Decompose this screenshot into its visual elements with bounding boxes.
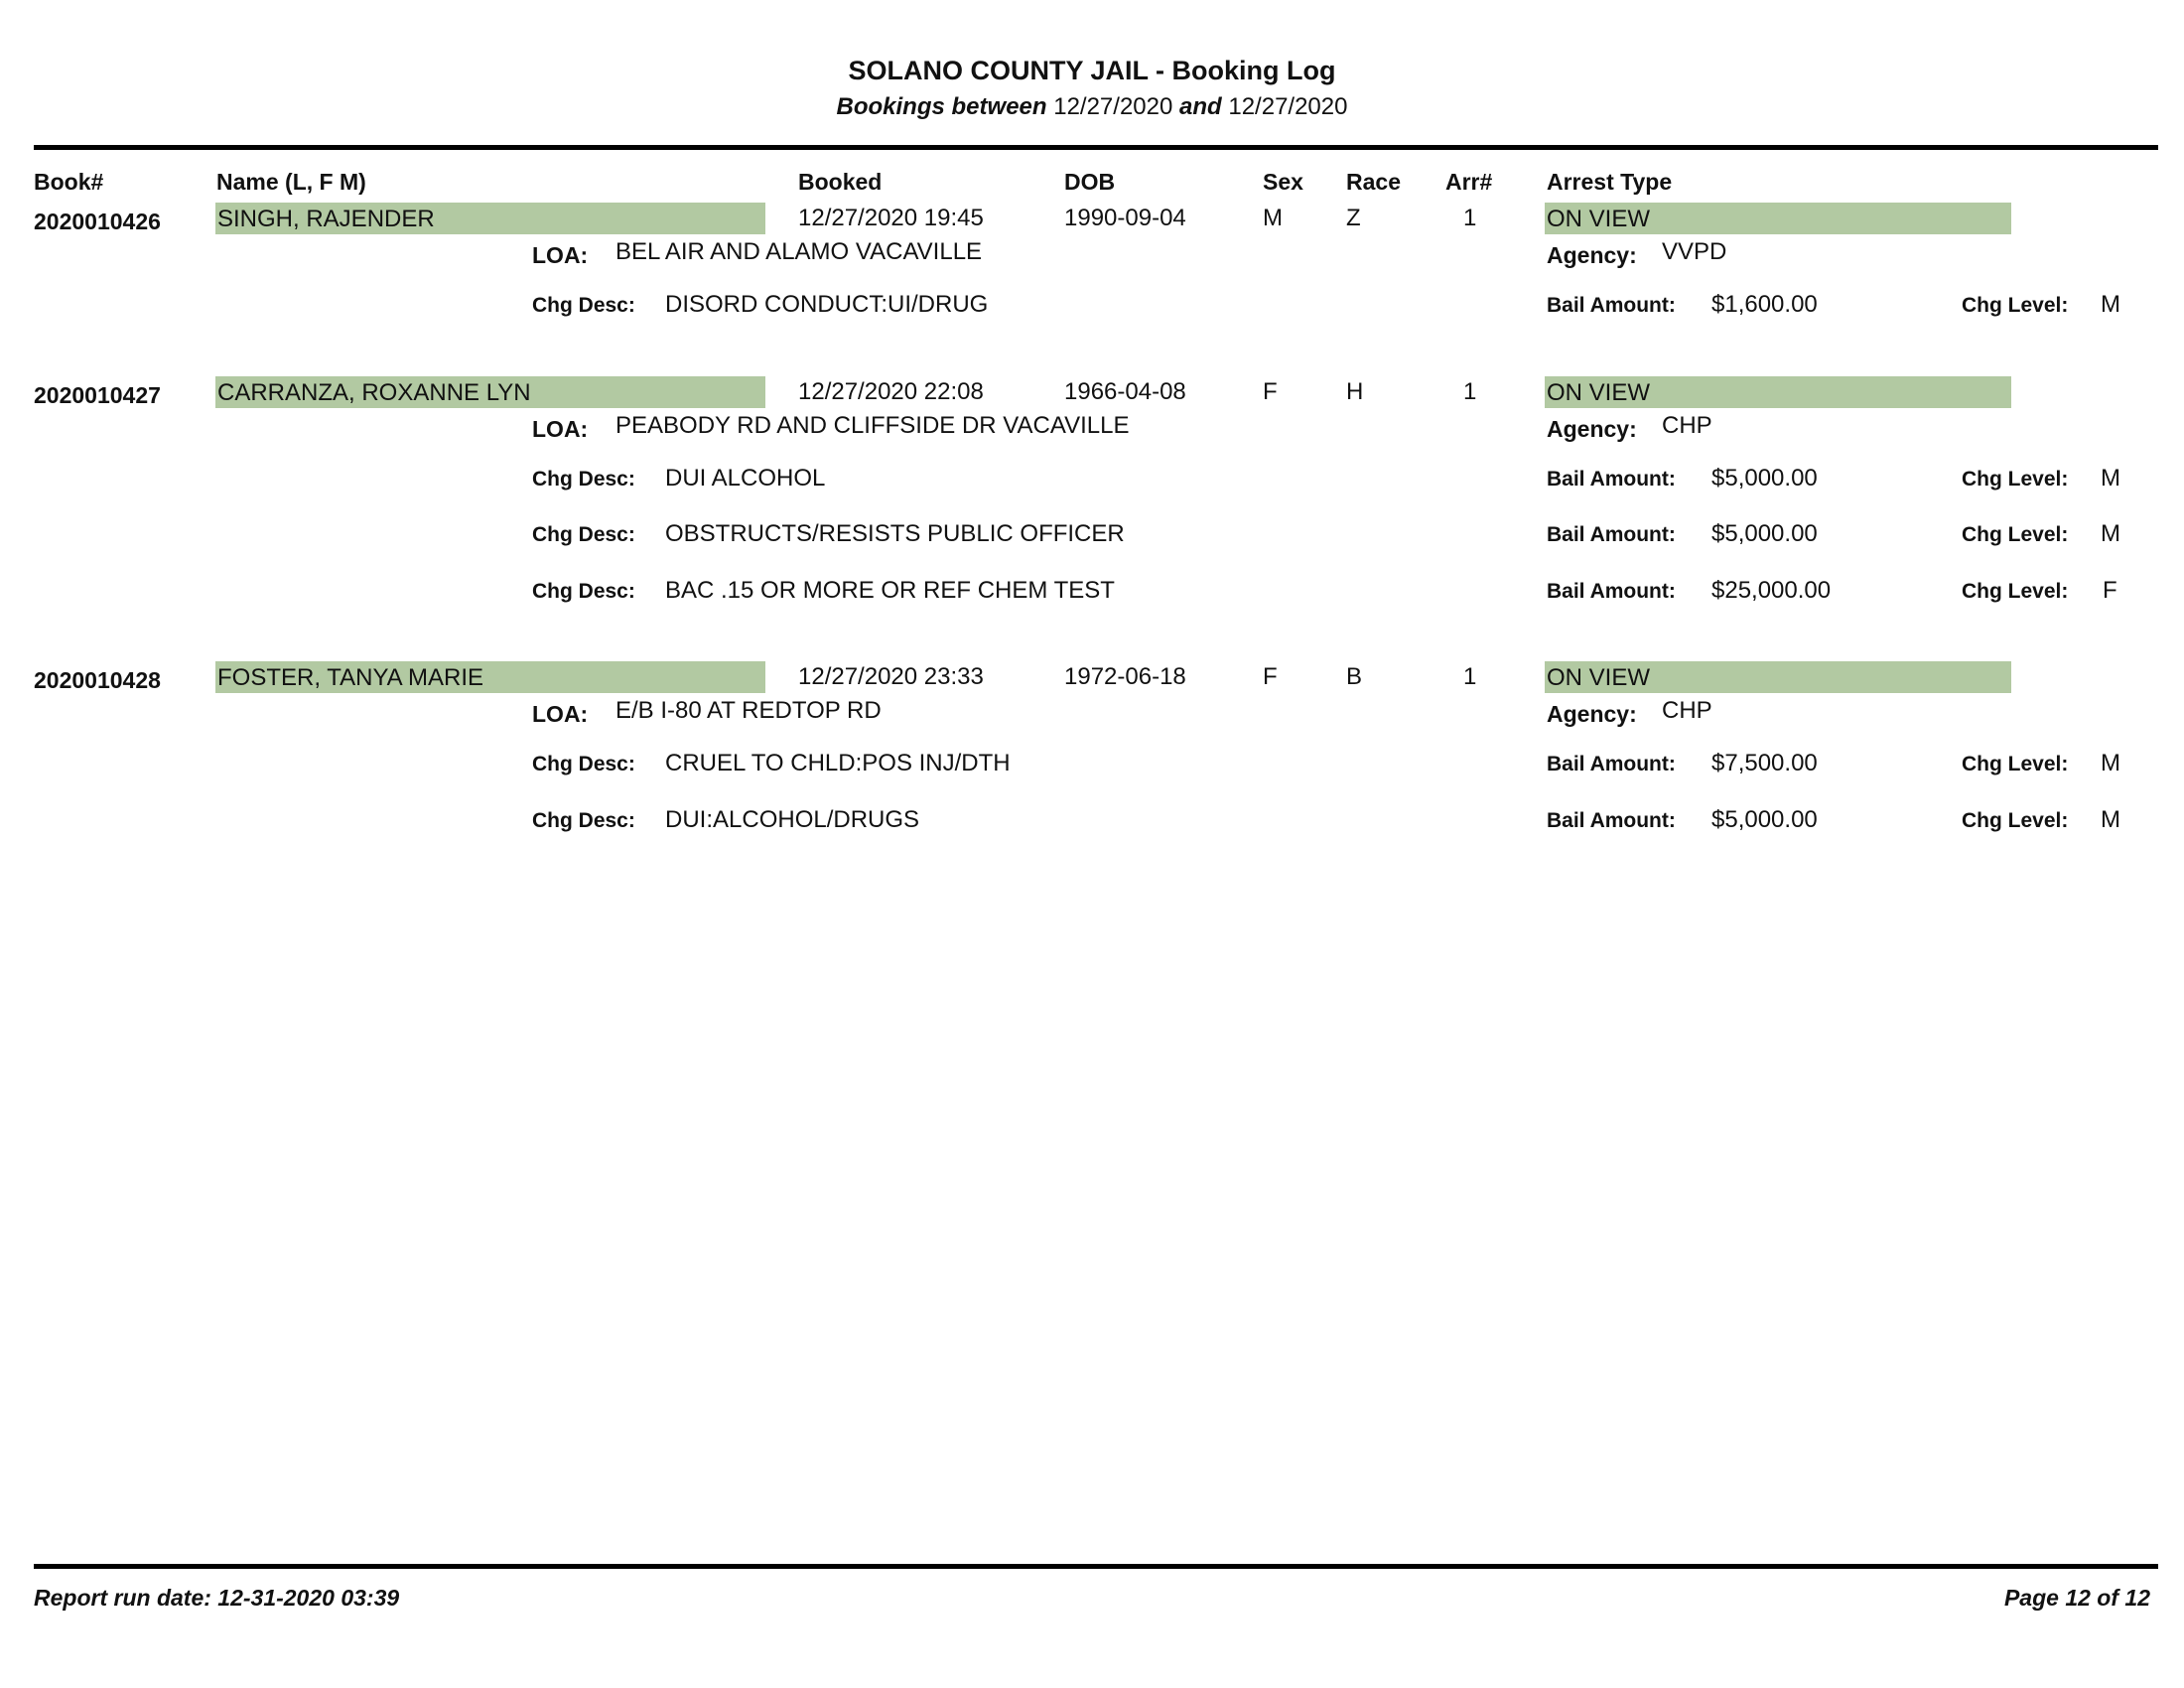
chg-desc-value: DUI:ALCOHOL/DRUGS xyxy=(665,806,920,833)
race: B xyxy=(1346,663,1363,690)
booked-datetime: 12/27/2020 23:33 xyxy=(798,663,984,690)
bail-amount-value: $5,000.00 xyxy=(1711,465,1818,492)
book-number: 2020010427 xyxy=(34,382,161,408)
arrest-number: 1 xyxy=(1463,663,1477,690)
bail-amount-label: Bail Amount: xyxy=(1547,809,1676,832)
chg-level-value: M xyxy=(2101,465,2120,492)
col-race: Race xyxy=(1346,169,1401,195)
page-number: Page 12 of 12 xyxy=(2003,1585,2150,1611)
loa-label: LOA: xyxy=(532,416,589,442)
report-run-date: Report run date: 12-31-2020 03:39 xyxy=(34,1585,400,1611)
chg-level-label: Chg Level: xyxy=(1962,809,2069,832)
chg-desc-label: Chg Desc: xyxy=(532,580,635,603)
book-number: 2020010428 xyxy=(34,667,161,693)
bail-amount-label: Bail Amount: xyxy=(1547,753,1676,775)
chg-level-value: M xyxy=(2101,291,2120,318)
loa-label: LOA: xyxy=(532,701,589,727)
report-subtitle xyxy=(0,93,2184,121)
loa-value: PEABODY RD AND CLIFFSIDE DR VACAVILLE xyxy=(615,412,1130,439)
chg-desc-value: OBSTRUCTS/RESISTS PUBLIC OFFICER xyxy=(665,520,1125,547)
chg-level-value: M xyxy=(2101,750,2120,776)
bail-amount-value: $5,000.00 xyxy=(1711,806,1818,833)
sex: F xyxy=(1263,663,1278,690)
sex: M xyxy=(1263,205,1283,231)
header-rule xyxy=(34,145,2158,150)
report-title: SOLANO COUNTY JAIL - Booking Log xyxy=(848,56,1336,85)
subtitle-prefix: Bookings between xyxy=(836,93,1047,120)
chg-desc-label: Chg Desc: xyxy=(532,294,635,317)
chg-level-label: Chg Level: xyxy=(1962,580,2069,603)
arrest-type: ON VIEW xyxy=(1545,203,2011,234)
bail-amount-value: $25,000.00 xyxy=(1711,577,1832,604)
arrest-number: 1 xyxy=(1463,205,1477,231)
agency-value: VVPD xyxy=(1662,238,1727,265)
arrest-type: ON VIEW xyxy=(1545,376,2011,408)
col-name: Name (L, F M) xyxy=(216,169,366,195)
race: H xyxy=(1346,378,1364,405)
inmate-name: FOSTER, TANYA MARIE xyxy=(215,661,765,693)
inmate-name: CARRANZA, ROXANNE LYN xyxy=(215,376,765,408)
col-sex: Sex xyxy=(1263,169,1303,195)
bail-amount-value: $1,600.00 xyxy=(1711,291,1818,318)
agency-value: CHP xyxy=(1662,697,1712,724)
arrest-type: ON VIEW xyxy=(1545,661,2011,693)
end-date: 12/27/2020 xyxy=(1228,93,1348,120)
bail-amount-label: Bail Amount: xyxy=(1547,580,1676,603)
start-date: 12/27/2020 xyxy=(1053,93,1173,120)
loa-value: E/B I-80 AT REDTOP RD xyxy=(615,697,882,724)
dob: 1990-09-04 xyxy=(1064,205,1186,231)
book-number: 2020010426 xyxy=(34,209,161,234)
chg-level-label: Chg Level: xyxy=(1962,523,2069,546)
chg-desc-label: Chg Desc: xyxy=(532,523,635,546)
chg-desc-label: Chg Desc: xyxy=(532,468,635,491)
col-arr: Arr# xyxy=(1445,169,1493,195)
bail-amount-label: Bail Amount: xyxy=(1547,523,1676,546)
chg-level-value: M xyxy=(2101,520,2120,547)
loa-label: LOA: xyxy=(532,242,589,268)
chg-desc-label: Chg Desc: xyxy=(532,753,635,775)
col-book: Book# xyxy=(34,169,104,195)
agency-value: CHP xyxy=(1662,412,1712,439)
dob: 1966-04-08 xyxy=(1064,378,1186,405)
sex: F xyxy=(1263,378,1278,405)
col-booked: Booked xyxy=(798,169,883,195)
chg-level-value: F xyxy=(2103,577,2117,604)
chg-level-label: Chg Level: xyxy=(1962,294,2069,317)
race: Z xyxy=(1346,205,1361,231)
chg-desc-value: DISORD CONDUCT:UI/DRUG xyxy=(665,291,989,318)
chg-level-label: Chg Level: xyxy=(1962,468,2069,491)
col-arrest-type: Arrest Type xyxy=(1547,169,1673,195)
chg-desc-value: DUI ALCOHOL xyxy=(665,465,826,492)
bail-amount-value: $7,500.00 xyxy=(1711,750,1818,776)
subtitle-and: and xyxy=(1179,93,1222,120)
loa-value: BEL AIR AND ALAMO VACAVILLE xyxy=(615,238,983,265)
col-dob: DOB xyxy=(1064,169,1116,195)
agency-label: Agency: xyxy=(1547,416,1637,442)
chg-level-label: Chg Level: xyxy=(1962,753,2069,775)
chg-level-value: M xyxy=(2101,806,2120,833)
bail-amount-value: $5,000.00 xyxy=(1711,520,1818,547)
booked-datetime: 12/27/2020 22:08 xyxy=(798,378,984,405)
inmate-name: SINGH, RAJENDER xyxy=(215,203,765,234)
dob: 1972-06-18 xyxy=(1064,663,1186,690)
arrest-number: 1 xyxy=(1463,378,1477,405)
agency-label: Agency: xyxy=(1547,242,1637,268)
booked-datetime: 12/27/2020 19:45 xyxy=(798,205,984,231)
footer-rule xyxy=(34,1564,2158,1569)
chg-desc-value: CRUEL TO CHLD:POS INJ/DTH xyxy=(665,750,1011,776)
agency-label: Agency: xyxy=(1547,701,1637,727)
chg-desc-label: Chg Desc: xyxy=(532,809,635,832)
bail-amount-label: Bail Amount: xyxy=(1547,468,1676,491)
bail-amount-label: Bail Amount: xyxy=(1547,294,1676,317)
chg-desc-value: BAC .15 OR MORE OR REF CHEM TEST xyxy=(665,577,1115,604)
